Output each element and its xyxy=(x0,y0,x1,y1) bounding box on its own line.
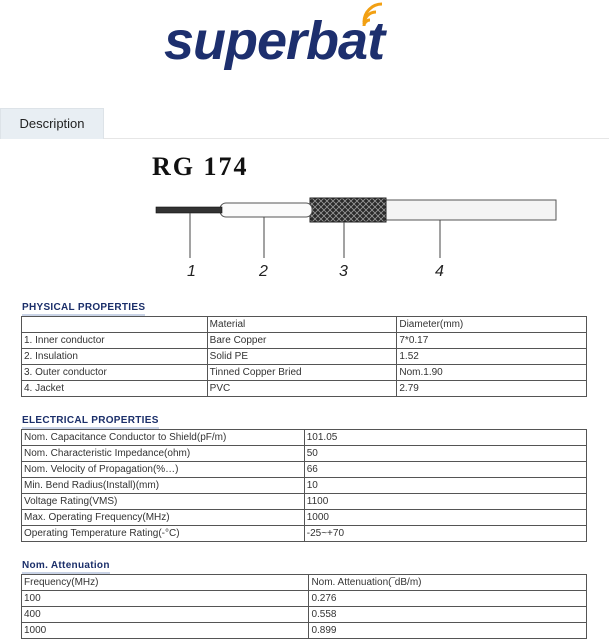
tab-description[interactable]: Description xyxy=(0,108,104,139)
layer-label-2: 2 xyxy=(259,263,268,280)
table-row xyxy=(22,623,587,639)
table-header-cell xyxy=(22,317,208,333)
table-cell: 2. Insulation xyxy=(22,349,208,365)
table-cell: 101.05 xyxy=(304,430,586,446)
table-cell: Nom. Characteristic Impedance(ohm) xyxy=(22,446,305,462)
table-row xyxy=(22,430,587,446)
inner-conductor-layer xyxy=(156,207,222,213)
table-row xyxy=(22,446,587,462)
table-cell: Max. Operating Frequency(MHz) xyxy=(22,510,305,526)
jacket-layer xyxy=(380,200,556,220)
table-header-cell: Nom. Attenuation(‾dB/m) xyxy=(309,575,587,591)
table-cell: Voltage Rating(VMS) xyxy=(22,494,305,510)
table-cell: 3. Outer conductor xyxy=(22,365,208,381)
wifi-signal-icon xyxy=(358,0,392,30)
layer-label-4: 4 xyxy=(435,263,444,280)
table-cell: 0.276 xyxy=(309,591,587,607)
table-cell: 100 xyxy=(22,591,309,607)
table-cell: Bare Copper xyxy=(207,333,397,349)
tab-bar xyxy=(0,108,609,139)
layer-label-3: 3 xyxy=(339,263,348,280)
attenuation-title: Nom. Attenuation xyxy=(22,560,110,571)
table-header-cell: Diameter(mm) xyxy=(397,317,587,333)
table-row xyxy=(22,510,587,526)
product-title: RG 174 xyxy=(152,152,249,181)
table-cell: Operating Temperature Rating(-°C) xyxy=(22,526,305,542)
table-row xyxy=(22,349,587,365)
layer-label-1: 1 xyxy=(187,263,196,280)
table-cell: 1000 xyxy=(22,623,309,639)
table-cell: Tinned Copper Bried xyxy=(207,365,397,381)
superbat-logo xyxy=(160,0,450,80)
table-row xyxy=(22,381,587,397)
table-cell: Min. Bend Radius(Install)(mm) xyxy=(22,478,305,494)
table-row xyxy=(22,591,587,607)
table-cell: 400 xyxy=(22,607,309,623)
table-row xyxy=(22,607,587,623)
table-cell: 50 xyxy=(304,446,586,462)
physical-properties-table xyxy=(21,316,587,397)
table-cell: 1000 xyxy=(304,510,586,526)
table-cell: Nom.1.90 xyxy=(397,365,587,381)
table-row xyxy=(22,365,587,381)
table-cell: 4. Jacket xyxy=(22,381,208,397)
table-header-row xyxy=(22,575,587,591)
table-header-cell: Material xyxy=(207,317,397,333)
table-cell: 10 xyxy=(304,478,586,494)
cable-diagram xyxy=(150,186,570,286)
insulation-layer xyxy=(220,203,312,217)
table-row xyxy=(22,462,587,478)
table-header-row xyxy=(22,317,587,333)
table-cell: 7*0.17 xyxy=(397,333,587,349)
outer-conductor-layer xyxy=(310,198,386,222)
attenuation-table xyxy=(21,574,587,639)
electrical-properties-title: ELECTRICAL PROPERTIES xyxy=(22,415,159,426)
table-row xyxy=(22,478,587,494)
table-row xyxy=(22,494,587,510)
brand-name: superbat xyxy=(164,11,385,71)
table-cell: 2.79 xyxy=(397,381,587,397)
table-row xyxy=(22,526,587,542)
table-cell: PVC xyxy=(207,381,397,397)
table-cell: Nom. Velocity of Propagation(%…) xyxy=(22,462,305,478)
table-cell: Nom. Capacitance Conductor to Shield(pF/m) xyxy=(22,430,305,446)
table-cell: 1. Inner conductor xyxy=(22,333,208,349)
table-header-cell: Frequency(MHz) xyxy=(22,575,309,591)
table-cell: Solid PE xyxy=(207,349,397,365)
electrical-properties-table xyxy=(21,429,587,542)
table-cell: 66 xyxy=(304,462,586,478)
physical-properties-title: PHYSICAL PROPERTIES xyxy=(22,302,145,313)
table-cell: 0.558 xyxy=(309,607,587,623)
table-cell: 1.52 xyxy=(397,349,587,365)
table-cell: -25~+70 xyxy=(304,526,586,542)
table-cell: 0.899 xyxy=(309,623,587,639)
table-row xyxy=(22,333,587,349)
table-cell: 1100 xyxy=(304,494,586,510)
